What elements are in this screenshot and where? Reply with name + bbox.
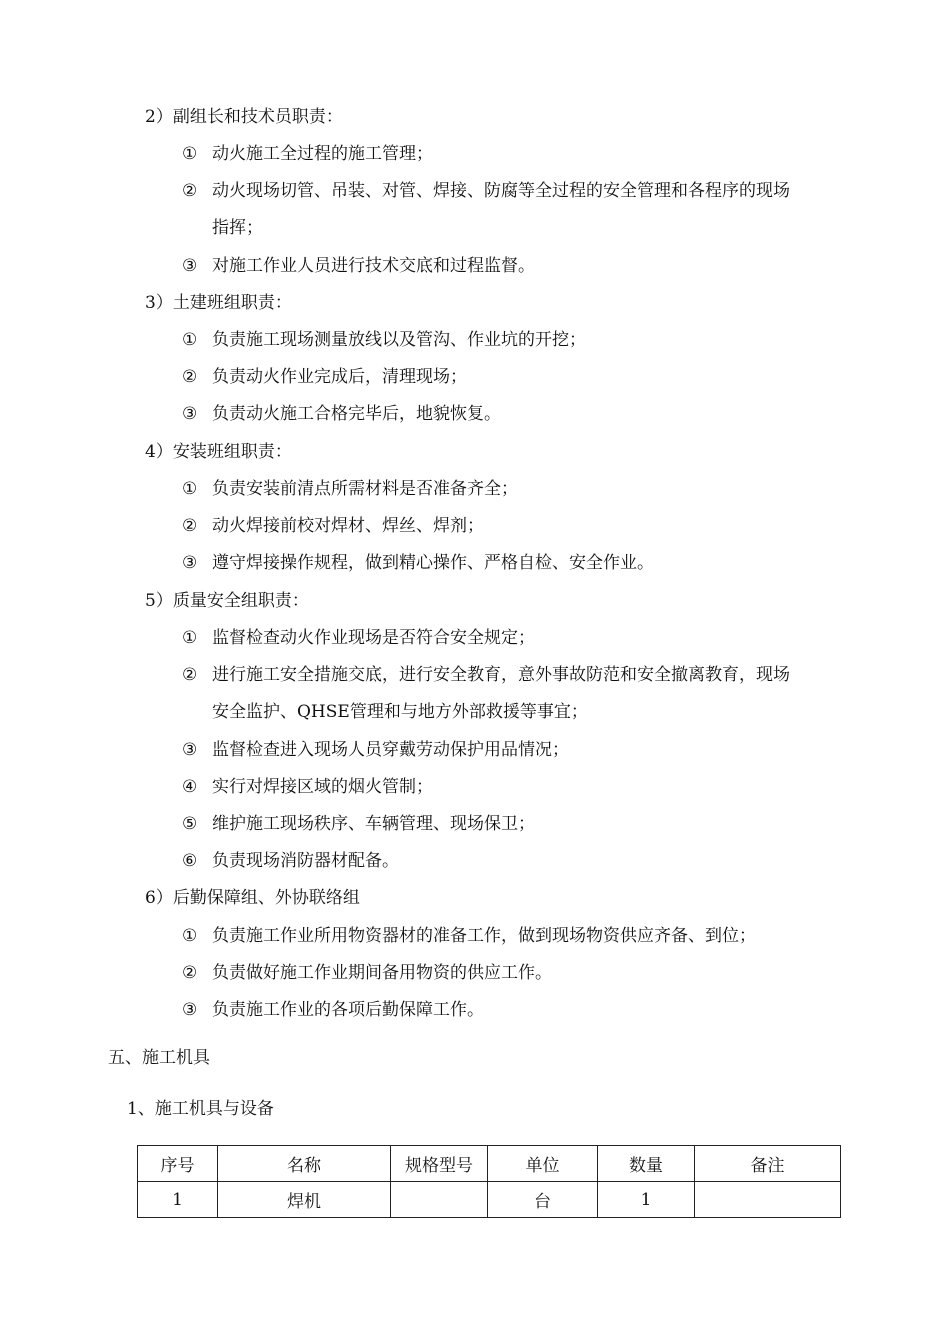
list-item xyxy=(182,627,535,649)
item-number: ② xyxy=(182,181,198,201)
item-number: ⑥ xyxy=(182,851,198,871)
equipment-table xyxy=(137,1145,841,1218)
column-header: 规格型号 xyxy=(391,1146,488,1182)
table-cell: 台 xyxy=(488,1182,598,1218)
item-text: 进行施工安全措施交底，进行安全教育，意外事故防范和安全撤离教育，现场 xyxy=(212,665,790,685)
list-item xyxy=(182,515,484,537)
item-text: 监督检查动火作业现场是否符合安全规定； xyxy=(212,628,535,648)
column-header: 数量 xyxy=(598,1146,695,1182)
duty-heading: 4）安装班组职责： xyxy=(145,442,292,462)
list-item xyxy=(182,403,501,425)
item-number: ④ xyxy=(182,777,198,797)
list-item xyxy=(182,850,399,872)
item-number: ② xyxy=(182,516,198,536)
list-item xyxy=(182,739,569,761)
list-item xyxy=(182,329,586,351)
item-continuation: 指挥； xyxy=(212,218,263,238)
item-text: 动火现场切管、吊装、对管、焊接、防腐等全过程的安全管理和各程序的现场 xyxy=(212,181,790,201)
table-cell: 1 xyxy=(598,1182,695,1218)
item-text: 遵守焊接操作规程，做到精心操作、严格自检、安全作业。 xyxy=(212,553,654,573)
item-number: ② xyxy=(182,367,198,387)
item-number: ① xyxy=(182,144,198,164)
list-item xyxy=(182,180,790,202)
list-item xyxy=(182,552,654,574)
item-text: 实行对焊接区域的烟火管制； xyxy=(212,777,433,797)
item-text: 对施工作业人员进行技术交底和过程监督。 xyxy=(212,256,535,276)
item-text: 负责安装前清点所需材料是否准备齐全； xyxy=(212,479,518,499)
table-cell: 焊机 xyxy=(218,1182,391,1218)
list-item xyxy=(182,776,433,798)
item-text: 负责做好施工作业期间备用物资的供应工作。 xyxy=(212,963,552,983)
table-cell: 1 xyxy=(138,1182,218,1218)
item-number: ③ xyxy=(182,740,198,760)
list-item xyxy=(182,366,467,388)
table-cell xyxy=(391,1182,488,1218)
item-continuation: 安全监护、QHSE管理和与地方外部救援等事宜； xyxy=(212,702,588,722)
list-item xyxy=(182,664,790,686)
column-header: 序号 xyxy=(138,1146,218,1182)
table-header-row xyxy=(138,1146,841,1182)
table-cell xyxy=(695,1182,841,1218)
item-text: 动火施工全过程的施工管理； xyxy=(212,144,433,164)
list-item xyxy=(182,813,535,835)
item-number: ① xyxy=(182,479,198,499)
column-header: 名称 xyxy=(218,1146,391,1182)
item-number: ① xyxy=(182,926,198,946)
duty-heading: 5）质量安全组职责： xyxy=(145,591,309,611)
item-text: 负责动火施工合格完毕后，地貌恢复。 xyxy=(212,404,501,424)
table-row xyxy=(138,1182,841,1218)
item-text: 负责施工现场测量放线以及管沟、作业坑的开挖； xyxy=(212,330,586,350)
item-number: ③ xyxy=(182,1000,198,1020)
list-item xyxy=(182,255,535,277)
list-item xyxy=(182,143,433,165)
item-text: 维护施工现场秩序、车辆管理、现场保卫； xyxy=(212,814,535,834)
item-text: 负责动火作业完成后，清理现场； xyxy=(212,367,467,387)
list-item xyxy=(182,925,756,947)
item-text: 负责施工作业所用物资器材的准备工作，做到现场物资供应齐备、到位； xyxy=(212,926,756,946)
subsection-title: 1、施工机具与设备 xyxy=(127,1099,274,1119)
list-item xyxy=(182,962,552,984)
item-number: ② xyxy=(182,963,198,983)
item-number: ① xyxy=(182,628,198,648)
duty-heading: 2）副组长和技术员职责： xyxy=(145,107,343,127)
item-text: 负责现场消防器材配备。 xyxy=(212,851,399,871)
item-text: 动火焊接前校对焊材、焊丝、焊剂； xyxy=(212,516,484,536)
item-number: ① xyxy=(182,330,198,350)
column-header: 备注 xyxy=(695,1146,841,1182)
item-number: ⑤ xyxy=(182,814,198,834)
item-text: 负责施工作业的各项后勤保障工作。 xyxy=(212,1000,484,1020)
list-item xyxy=(182,999,484,1021)
item-number: ③ xyxy=(182,553,198,573)
item-number: ② xyxy=(182,665,198,685)
list-item xyxy=(182,478,518,500)
item-number: ③ xyxy=(182,256,198,276)
column-header: 单位 xyxy=(488,1146,598,1182)
item-number: ③ xyxy=(182,404,198,424)
section-title: 五、施工机具 xyxy=(108,1048,210,1068)
duty-heading: 3）土建班组职责： xyxy=(145,293,292,313)
duty-heading: 6）后勤保障组、外协联络组 xyxy=(145,888,360,908)
item-text: 监督检查进入现场人员穿戴劳动保护用品情况； xyxy=(212,740,569,760)
